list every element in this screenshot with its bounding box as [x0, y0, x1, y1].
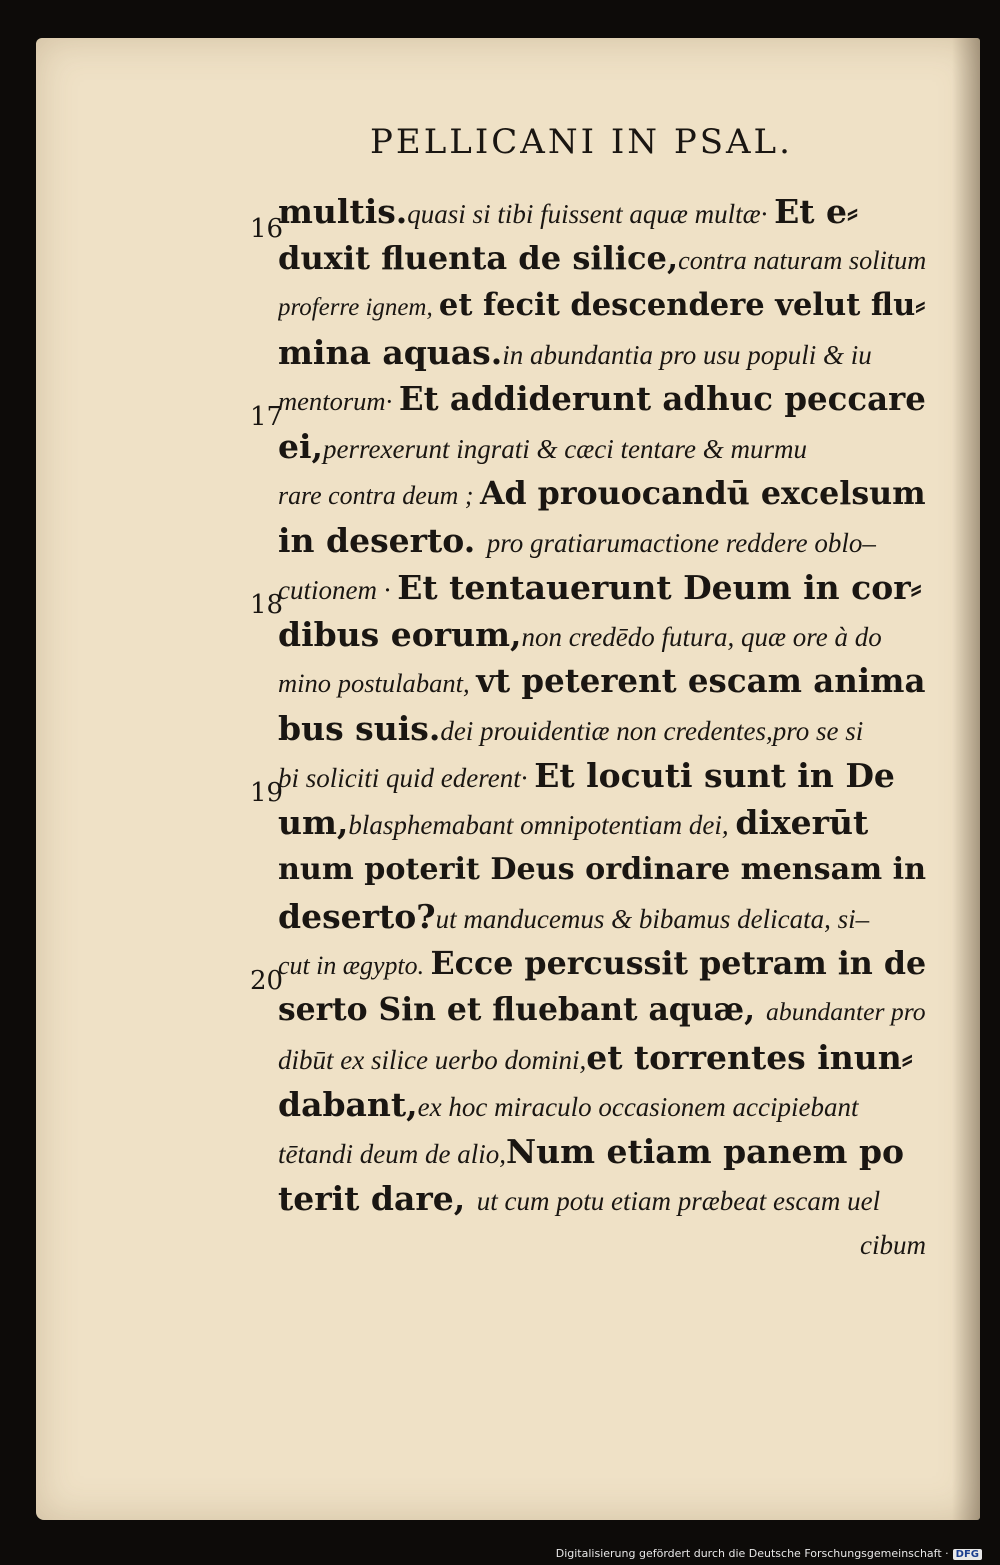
text-line — [278, 940, 926, 987]
text-line — [278, 517, 926, 564]
commentary-text: non credēdo futura, quæ ore à do — [521, 622, 882, 652]
catchword-line — [278, 1222, 926, 1269]
catchword: cibum — [860, 1230, 926, 1260]
text-line — [278, 188, 926, 235]
verse-number: 19 — [250, 778, 284, 808]
book-page — [36, 38, 980, 1520]
commentary-text: dei prouidentiæ non credentes,pro se si — [440, 716, 864, 746]
commentary-text: contra naturam solitum — [678, 246, 926, 275]
commentary-text: cut in ægypto. — [278, 951, 431, 980]
verse-number: 18 — [250, 590, 284, 620]
commentary-text: cutionem · — [278, 575, 398, 605]
text-line — [278, 799, 926, 846]
text-line — [278, 987, 926, 1034]
commentary-text: blasphemabant omnipotentiam dei, — [348, 810, 736, 840]
commentary-text: rare contra deum ; — [278, 481, 480, 510]
scripture-text: terit dare, — [278, 1179, 477, 1218]
scripture-text: et torrentes inun⸗ — [586, 1038, 913, 1077]
commentary-text: tētandi deum de alio, — [278, 1139, 506, 1169]
commentary-text: ut cum potu etiam præbeat escam uel — [476, 1186, 881, 1216]
scripture-text: in deserto. — [278, 521, 487, 560]
scripture-text: bus suis. — [278, 709, 441, 748]
text-line — [278, 658, 926, 705]
text-line — [278, 846, 926, 893]
scripture-text: Ecce percussit petram in de — [430, 945, 926, 982]
scripture-text: dabant, — [278, 1085, 418, 1124]
commentary-text: in abundantia pro usu populi & iu — [502, 340, 872, 370]
scripture-text: Num etiam panem po — [505, 1132, 905, 1171]
scripture-text: deserto? — [278, 897, 436, 936]
text-line — [278, 329, 926, 376]
scripture-text: multis. — [278, 192, 408, 231]
text-line — [278, 1128, 926, 1175]
commentary-text: ex hoc miraculo occasionem accipiebant — [417, 1092, 859, 1122]
scripture-text: Et locuti sunt in De — [534, 756, 895, 795]
text-line — [278, 564, 926, 611]
commentary-text: mentorum· — [278, 386, 399, 416]
verse-number: 16 — [250, 214, 284, 244]
text-line — [278, 423, 926, 470]
body-text — [278, 188, 926, 1269]
text-line — [278, 470, 926, 517]
text-line — [278, 611, 926, 658]
text-line — [278, 705, 926, 752]
text-line — [278, 1175, 926, 1222]
text-line — [278, 893, 926, 940]
scripture-text: Et e⸗ — [774, 192, 858, 231]
digitization-credit — [556, 1547, 982, 1560]
text-line — [278, 376, 926, 423]
commentary-text: perrexerunt ingrati & cæci tentare & murmu — [323, 434, 807, 464]
scripture-text: um, — [278, 803, 349, 842]
dfg-logo: DFG — [953, 1549, 982, 1560]
scripture-text: serto Sin et fluebant aquæ, — [278, 992, 767, 1028]
text-line — [278, 1034, 926, 1081]
verse-number: 20 — [250, 966, 284, 996]
scripture-text: dixerūt — [735, 803, 869, 842]
commentary-text: quasi si tibi fuissent aquæ multæ· — [407, 199, 775, 229]
running-head: PELLICANI IN PSAL. — [370, 122, 793, 162]
text-line — [278, 282, 926, 329]
commentary-text: mino postulabant, — [278, 668, 477, 698]
scripture-text: et fecit descendere velut flu⸗ — [438, 287, 926, 323]
text-line — [278, 1081, 926, 1128]
scripture-text: mina aquas. — [278, 333, 503, 372]
verse-number: 17 — [250, 402, 284, 432]
scripture-text: ei, — [278, 427, 324, 466]
scripture-text: dibus eorum, — [278, 615, 522, 654]
credit-text: Digitalisierung gefördert durch die Deutsche Forschungsgemeinschaft · — [555, 1547, 949, 1560]
scripture-text: vt peterent escam anima — [476, 662, 926, 700]
commentary-text: ut manducemus & bibamus delicata, si– — [435, 904, 870, 934]
text-line — [278, 235, 926, 282]
commentary-text: bi soliciti quid ederent· — [278, 763, 535, 793]
commentary-text: abundanter pro — [766, 997, 926, 1026]
scripture-text: Et addiderunt adhuc peccare — [398, 380, 926, 418]
scripture-text: duxit fluenta de silice, — [278, 239, 679, 277]
commentary-text: dibūt ex silice uerbo domini, — [278, 1045, 587, 1075]
text-line — [278, 752, 926, 799]
commentary-text: pro gratiarumactione reddere oblo– — [486, 528, 876, 558]
commentary-text: proferre ignem, — [278, 294, 439, 321]
scripture-text: Ad prouocandū excelsum — [479, 475, 926, 512]
scripture-text: Et tentauerunt Deum in cor⸗ — [397, 568, 922, 607]
scripture-text: num poterit Deus ordinare mensam in — [278, 852, 926, 887]
